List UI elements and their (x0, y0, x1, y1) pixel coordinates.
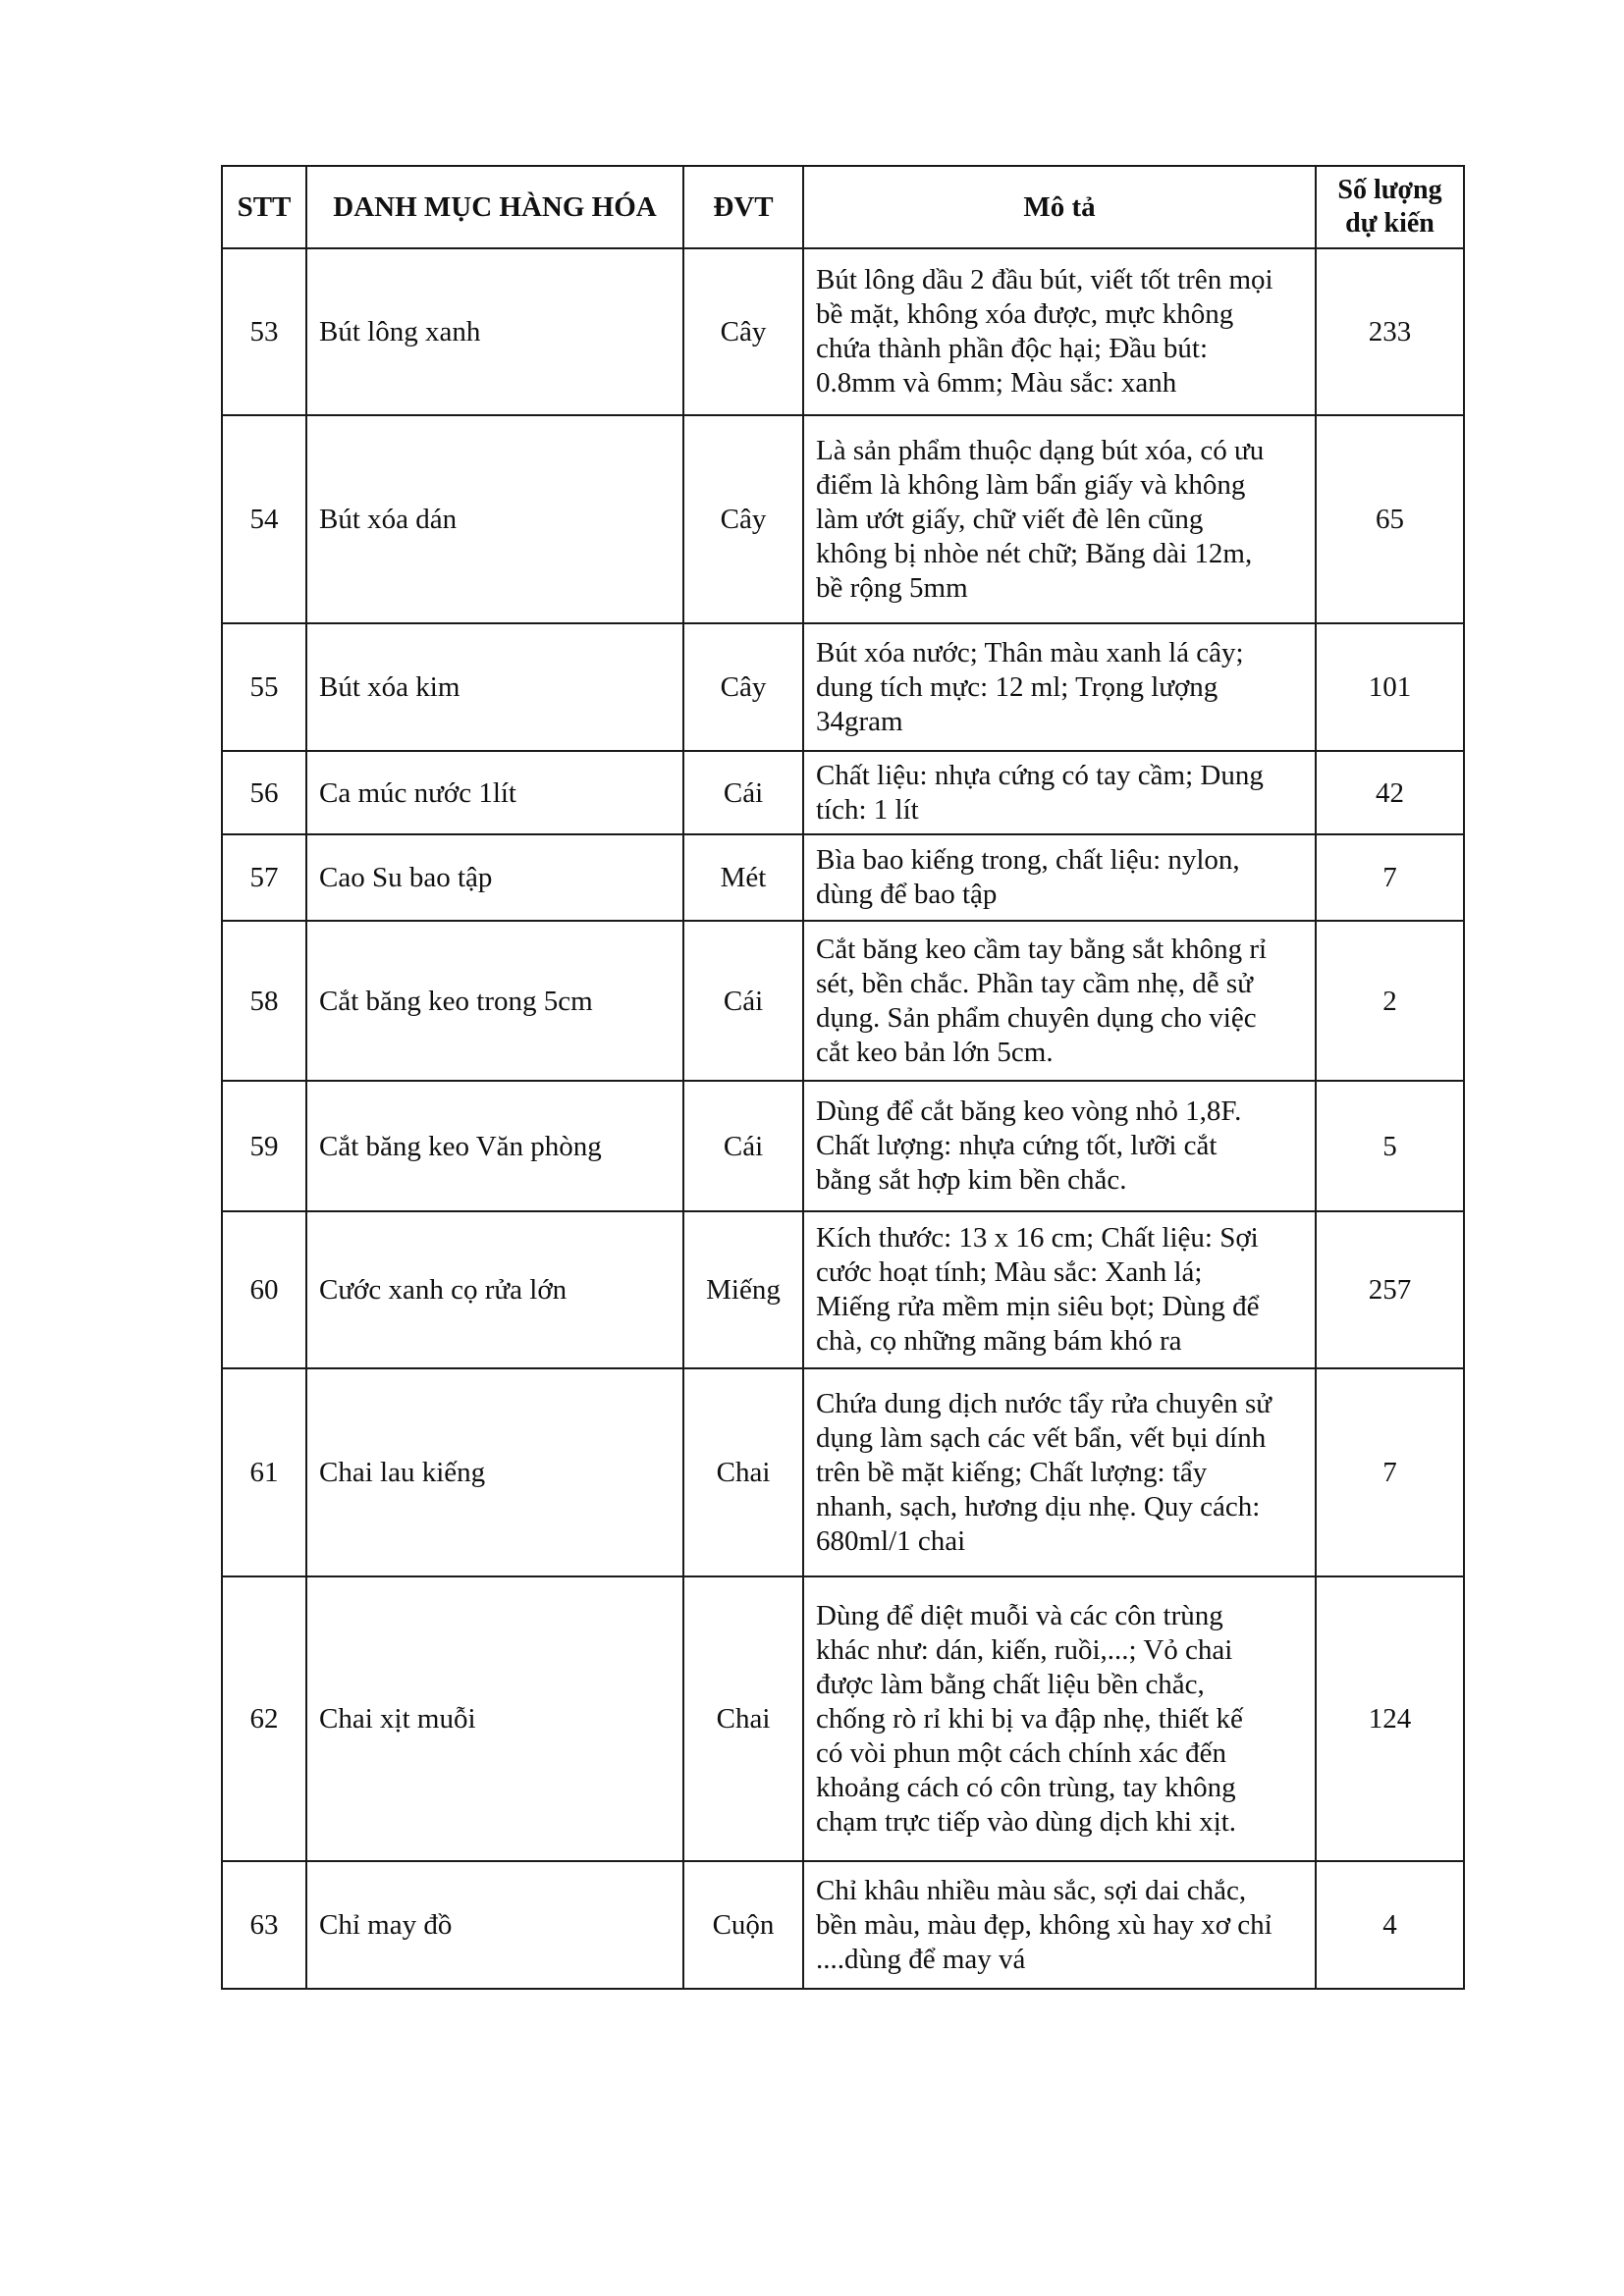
row-description (803, 1861, 1316, 1989)
header-unit: ĐVT (683, 166, 803, 248)
row-description (803, 751, 1316, 834)
table-row (222, 751, 1464, 834)
row-description (803, 1081, 1316, 1211)
row-stt: 62 (222, 1576, 306, 1861)
goods-table (221, 165, 1465, 1990)
description-line: không bị nhòe nét chữ; Băng dài 12m, (816, 537, 1253, 569)
row-item-name: Bút xóa dán (306, 415, 683, 623)
description-line: dung tích mực: 12 ml; Trọng lượng (816, 670, 1218, 703)
row-description (803, 623, 1316, 751)
row-description (803, 248, 1316, 415)
row-quantity: 124 (1316, 1576, 1464, 1861)
description-line: bề rộng 5mm (816, 571, 968, 604)
description-line: Bút lông dầu 2 đầu bút, viết tốt trên mọi (816, 264, 1273, 295)
row-unit: Cuộn (683, 1861, 803, 1989)
description-line: có vòi phun một cách chính xác đến (816, 1736, 1226, 1769)
row-description (803, 415, 1316, 623)
row-unit: Chai (683, 1576, 803, 1861)
description-line: điểm là không làm bẩn giấy và không (816, 468, 1246, 501)
row-unit: Cái (683, 751, 803, 834)
description-line: Chứa dung dịch nước tẩy rửa chuyên sử (816, 1387, 1272, 1419)
table-body (222, 248, 1464, 1989)
row-description (803, 1576, 1316, 1861)
description-line: Dùng để diệt muỗi và các côn trùng (816, 1599, 1223, 1631)
table-row (222, 248, 1464, 415)
description-line: Bút xóa nước; Thân màu xanh lá cây; (816, 636, 1244, 668)
row-quantity: 7 (1316, 834, 1464, 921)
row-quantity: 5 (1316, 1081, 1464, 1211)
row-quantity: 2 (1316, 921, 1464, 1081)
description-line: chạm trực tiếp vào dùng dịch khi xịt. (816, 1805, 1237, 1838)
table-row (222, 1861, 1464, 1989)
description-line: làm ướt giấy, chữ viết đè lên cũng (816, 503, 1204, 535)
row-unit: Cây (683, 248, 803, 415)
table-row (222, 1211, 1464, 1368)
row-stt: 54 (222, 415, 306, 623)
table-row (222, 921, 1464, 1081)
row-description (803, 1211, 1316, 1368)
table-row (222, 834, 1464, 921)
row-stt: 59 (222, 1081, 306, 1211)
description-line: 0.8mm và 6mm; Màu sắc: xanh (816, 367, 1177, 399)
row-quantity: 65 (1316, 415, 1464, 623)
table-row (222, 1081, 1464, 1211)
row-item-name: Cắt băng keo trong 5cm (306, 921, 683, 1081)
row-unit: Cây (683, 415, 803, 623)
description-line: Chất liệu: nhựa cứng có tay cầm; Dung (816, 759, 1264, 791)
header-description: Mô tả (803, 166, 1316, 248)
description-line: cắt keo bản lớn 5cm. (816, 1036, 1054, 1068)
row-stt: 63 (222, 1861, 306, 1989)
row-unit: Cái (683, 1081, 803, 1211)
row-stt: 61 (222, 1368, 306, 1576)
row-item-name: Cước xanh cọ rửa lớn (306, 1211, 683, 1368)
row-stt: 60 (222, 1211, 306, 1368)
header-quantity-line1: Số lượng (1337, 175, 1442, 205)
description-line: dụng. Sản phẩm chuyên dụng cho việc (816, 1001, 1257, 1034)
description-line: trên bề mặt kiếng; Chất lượng: tẩy (816, 1456, 1208, 1488)
row-item-name: Cao Su bao tập (306, 834, 683, 921)
row-stt: 56 (222, 751, 306, 834)
header-stt: STT (222, 166, 306, 248)
row-item-name: Bút lông xanh (306, 248, 683, 415)
description-line: Là sản phẩm thuộc dạng bút xóa, có ưu (816, 434, 1265, 466)
description-line: Miếng rửa mềm mịn siêu bọt; Dùng để (816, 1291, 1260, 1322)
description-line: chà, cọ những mãng bám khó ra (816, 1325, 1182, 1357)
description-line: bằng sắt hợp kim bền chắc. (816, 1164, 1127, 1196)
description-line: khác như: dán, kiến, ruồi,...; Vỏ chai (816, 1633, 1233, 1666)
description-line: chứa thành phần độc hại; Đầu bút: (816, 333, 1209, 364)
row-quantity: 4 (1316, 1861, 1464, 1989)
description-line: nhanh, sạch, hương dịu nhẹ. Quy cách: (816, 1490, 1261, 1522)
header-quantity (1316, 166, 1464, 248)
table-header (222, 166, 1464, 248)
description-line: Kích thước: 13 x 16 cm; Chất liệu: Sợi (816, 1222, 1259, 1254)
description-line: dùng để bao tập (816, 879, 998, 910)
description-line: 34gram (816, 705, 903, 737)
table-row (222, 1576, 1464, 1861)
row-stt: 53 (222, 248, 306, 415)
header-name: DANH MỤC HÀNG HÓA (306, 166, 683, 248)
row-unit: Chai (683, 1368, 803, 1576)
row-unit: Cây (683, 623, 803, 751)
description-line: Bìa bao kiếng trong, chất liệu: nylon, (816, 844, 1240, 876)
description-line: Dùng để cắt băng keo vòng nhỏ 1,8F. (816, 1095, 1242, 1127)
row-stt: 57 (222, 834, 306, 921)
row-item-name: Chỉ may đồ (306, 1861, 683, 1989)
row-unit: Miếng (683, 1211, 803, 1368)
row-quantity: 7 (1316, 1368, 1464, 1576)
description-line: ....dùng để may vá (816, 1943, 1026, 1975)
row-item-name: Chai xịt muỗi (306, 1576, 683, 1861)
row-unit: Cái (683, 921, 803, 1081)
header-row (222, 166, 1464, 248)
row-item-name: Bút xóa kim (306, 623, 683, 751)
row-item-name: Ca múc nước 1lít (306, 751, 683, 834)
row-item-name: Chai lau kiếng (306, 1368, 683, 1576)
description-line: được làm bằng chất liệu bền chắc, (816, 1668, 1205, 1700)
row-quantity: 257 (1316, 1211, 1464, 1368)
row-unit: Mét (683, 834, 803, 921)
row-item-name: Cắt băng keo Văn phòng (306, 1081, 683, 1211)
description-line: cước hoạt tính; Màu sắc: Xanh lá; (816, 1256, 1203, 1288)
description-line: tích: 1 lít (816, 793, 919, 826)
description-line: chống rò rỉ khi bị va đập nhẹ, thiết kế (816, 1702, 1243, 1735)
table-row (222, 623, 1464, 751)
description-line: khoảng cách có côn trùng, tay không (816, 1771, 1236, 1803)
description-line: Cắt băng keo cầm tay bằng sắt không rỉ (816, 933, 1268, 965)
description-line: Chất lượng: nhựa cứng tốt, lưỡi cắt (816, 1130, 1218, 1161)
row-quantity: 233 (1316, 248, 1464, 415)
row-description (803, 921, 1316, 1081)
description-line: bề mặt, không xóa được, mực không (816, 298, 1234, 330)
description-line: dụng làm sạch các vết bẩn, vết bụi dính (816, 1421, 1267, 1454)
description-line: Chỉ khâu nhiều màu sắc, sợi dai chắc, (816, 1874, 1247, 1906)
table-row (222, 415, 1464, 623)
row-description (803, 834, 1316, 921)
row-stt: 58 (222, 921, 306, 1081)
row-stt: 55 (222, 623, 306, 751)
description-line: sét, bền chắc. Phần tay cầm nhẹ, dễ sử (816, 967, 1253, 999)
row-quantity: 101 (1316, 623, 1464, 751)
header-quantity-line2: dự kiến (1345, 208, 1435, 239)
row-quantity: 42 (1316, 751, 1464, 834)
description-line: bền màu, màu đẹp, không xù hay xơ chỉ (816, 1908, 1272, 1941)
row-description (803, 1368, 1316, 1576)
table-row (222, 1368, 1464, 1576)
description-line: 680ml/1 chai (816, 1524, 966, 1557)
